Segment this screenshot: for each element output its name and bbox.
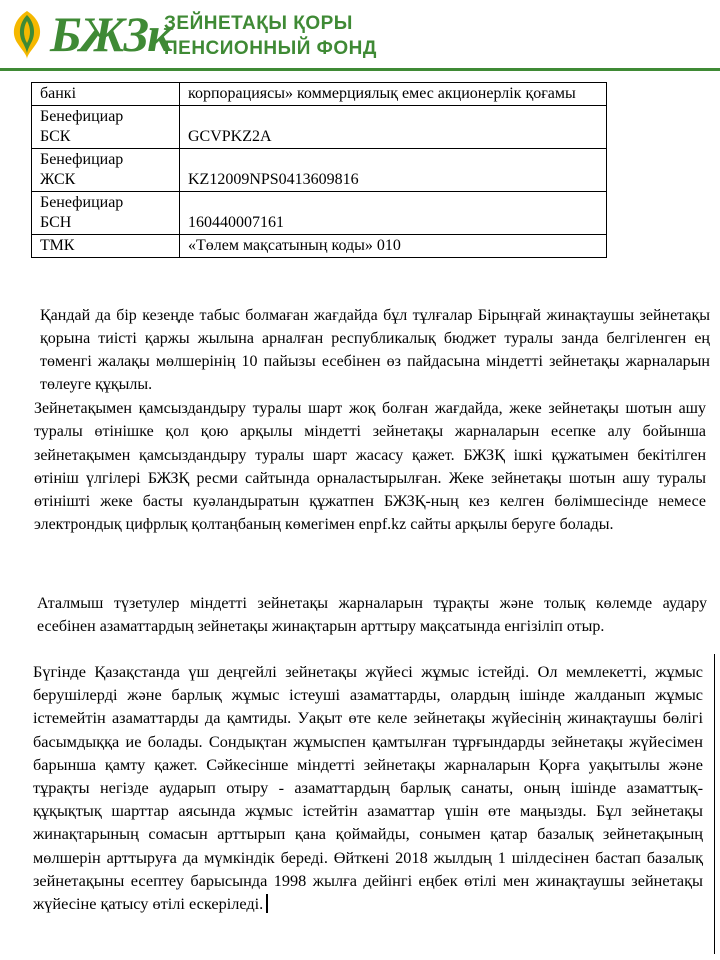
table-label-cell [32, 149, 180, 192]
fund-emblem-icon [5, 9, 49, 61]
table-row [32, 149, 607, 192]
table-row [32, 235, 607, 258]
table-value-cell: GCVPKZ2A [180, 106, 607, 149]
row-label: Бенефициар [40, 151, 124, 168]
logo-wordmark: БЖЗк [50, 6, 171, 62]
table-row [32, 192, 607, 235]
row-sublabel: ЖСК [40, 171, 76, 188]
table-label-cell [32, 83, 180, 106]
text-box-pension-system[interactable] [30, 654, 715, 954]
table-value-cell: KZ12009NPS0413609816 [180, 149, 607, 192]
header-divider [0, 68, 720, 71]
paragraph-text: Бүгінде Қазақстанда үш деңгейлі зейнетақы жүйесі жұмыс істейді. Ол мемлекетті, жұмыс берушілерді және барлық жұмыс істеуші азаматтарды, олардың ішінде жалданып жұмыс істемейтін азаматтарды да қамтиды. Уақыт өте келе зейнетақы жүйесінің жинақтаушы бөлігі басымдыққа ие болады. Сондықтан жұмыспен қамтылған тұрғындарды зейнетақы жүйесімен барынша қамту қажет. Сәйкесінше міндетті зейнетақы жарналарын Қорға уақытылы және тұрақты негізде аударып отыру - азаматтардың барлық санаты, оның ішінде азаматтық-құқықтық шарттар аясында жұмыс істейтін азаматтар үшін өте маңызды. Бұл зейнетақы жинақтарының сомасын арттырып қана қоймайды, сонымен қатар базалық зейнетақының мөлшерін арттыруға да мүмкіндік береді. Өйткені 2018 жылдың 1 шілдесінен бастап базалық зейнетақыны есептеу барысында 1998 жылға дейінгі еңбек өтілі мен жинақтаушы зейнетақы жүйесіне қатысу өтілі ескеріледі. [33, 662, 703, 914]
fund-name-kazakh: ЗЕЙНЕТАҚЫ ҚОРЫ [164, 13, 353, 34]
table-label-cell [32, 235, 180, 258]
table-label-cell [32, 106, 180, 149]
table-value-cell: корпорациясы» коммерциялық емес акционерлік қоғамы [180, 83, 607, 106]
page-header [0, 0, 720, 72]
paragraph-amendments-purpose: Аталмыш түзетулер міндетті зейнетақы жарналарын тұрақты және толық көлемде аудару есебінен азаматтардың зейнетақы жинақтарын арттыру мақсатында енгізіліп отыр. [37, 595, 707, 635]
row-sublabel: БСН [40, 214, 72, 231]
paragraph-pension-system [33, 660, 703, 915]
paragraph-minimum-wage-contributions: Қандай да бір кезеңде табыс болмаған жағдайда бұл тұлғалар Бірыңғай жинақтаушы зейнетақы қорына тиісті қаржы жылына арналған республикалық бюджет туралы занда белгіленген ең төменгі жалақы мөлшерінің 10 пайызы есебінен өз пайдасына міндетті зейнетақы жарналарын төлеуге құқылы. [40, 307, 710, 393]
row-sublabel: БСК [40, 128, 71, 145]
table-value-cell: «Төлем мақсатының коды» 010 [180, 235, 607, 258]
fund-name [164, 11, 377, 61]
table-label-cell [32, 192, 180, 235]
table-row [32, 106, 607, 149]
fund-name-russian: ПЕНСИОННЫЙ ФОНД [164, 38, 377, 59]
paragraph-pension-agreement: Зейнетақымен қамсыздандыру туралы шарт жоқ болған жағдайда, жеке зейнетақы шотын ашу туралы өтінішке қол қою арқылы міндетті зейнетақы жарналарын есепке алу бойынша зейнетақымен қамсыздандыру туралы шарт жасасу қажет. БЖЗҚ ішкі құжатымен бекітілген өтініш үлгілері БЖЗҚ ресми сайтында орналастырылған. Жеке зейнетақы шотын ашу туралы өтінішті жеке басты куәландыратын құжатпен БЖЗҚ-ның кез келген бөлімшесінде немесе электрондық цифрлық қолтаңбаның көмегімен enpf.kz сайты арқылы беруге болады. [34, 400, 706, 534]
row-label: банкі [40, 85, 77, 102]
text-cursor [266, 894, 268, 913]
table-row [32, 83, 607, 106]
row-label: ТМК [40, 237, 75, 254]
row-label: Бенефициар [40, 108, 124, 125]
payment-details-table [31, 82, 607, 258]
row-label: Бенефициар [40, 194, 124, 211]
table-value-cell: 160440007161 [180, 192, 607, 235]
